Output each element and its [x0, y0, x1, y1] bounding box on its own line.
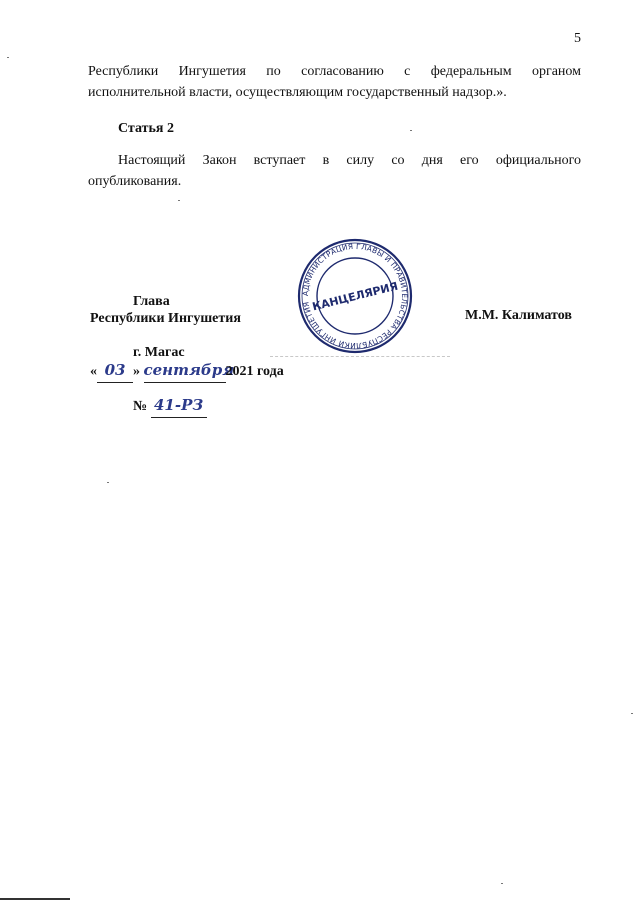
- article-heading: Статья 2: [118, 121, 174, 136]
- official-stamp: [296, 238, 414, 354]
- scan-speck: [178, 200, 180, 201]
- date-close-quote: »: [133, 364, 140, 379]
- paragraph-line: исполнительной власти, осуществляющим государственный надзор.».: [88, 85, 507, 100]
- scan-speck: [410, 130, 412, 131]
- number-value: 41-РЗ: [153, 396, 204, 414]
- stamp-ring-text: АДМИНИСТРАЦИЯ ГЛАВЫ И ПРАВИТЕЛЬСТВА РЕСПУБЛИКИ ИНГУШЕТИЯ: [300, 241, 410, 351]
- scan-speck: [631, 713, 633, 714]
- date-day: 03: [104, 361, 126, 379]
- scan-speck: [107, 482, 109, 483]
- law-number: [133, 395, 207, 418]
- number-label: №: [133, 399, 148, 414]
- scan-speck: [7, 57, 9, 58]
- signer-title-line: Глава: [133, 294, 170, 309]
- signer-title-line: Республики Ингушетия: [90, 311, 241, 326]
- signing-date: [90, 360, 284, 383]
- page-number: 5: [574, 31, 581, 46]
- scan-speck: [501, 883, 503, 884]
- paragraph-line: Республики Ингушетия по согласованию с федеральным органом: [88, 64, 581, 79]
- date-year: 2021 года: [225, 364, 284, 379]
- date-month: сентября: [143, 361, 235, 379]
- date-open-quote: «: [90, 364, 97, 379]
- place-of-signing: г. Магас: [133, 345, 185, 360]
- stamp-center-text: КАНЦЕЛЯРИЯ: [310, 279, 400, 314]
- signer-name: М.М. Калиматов: [465, 308, 572, 323]
- stamp-seal: [296, 238, 414, 354]
- scan-edge-line: [0, 898, 70, 900]
- paragraph-line: Настоящий Закон вступает в силу со дня его официального: [118, 153, 581, 168]
- faint-line: [270, 356, 450, 357]
- paragraph-line: опубликования.: [88, 174, 182, 189]
